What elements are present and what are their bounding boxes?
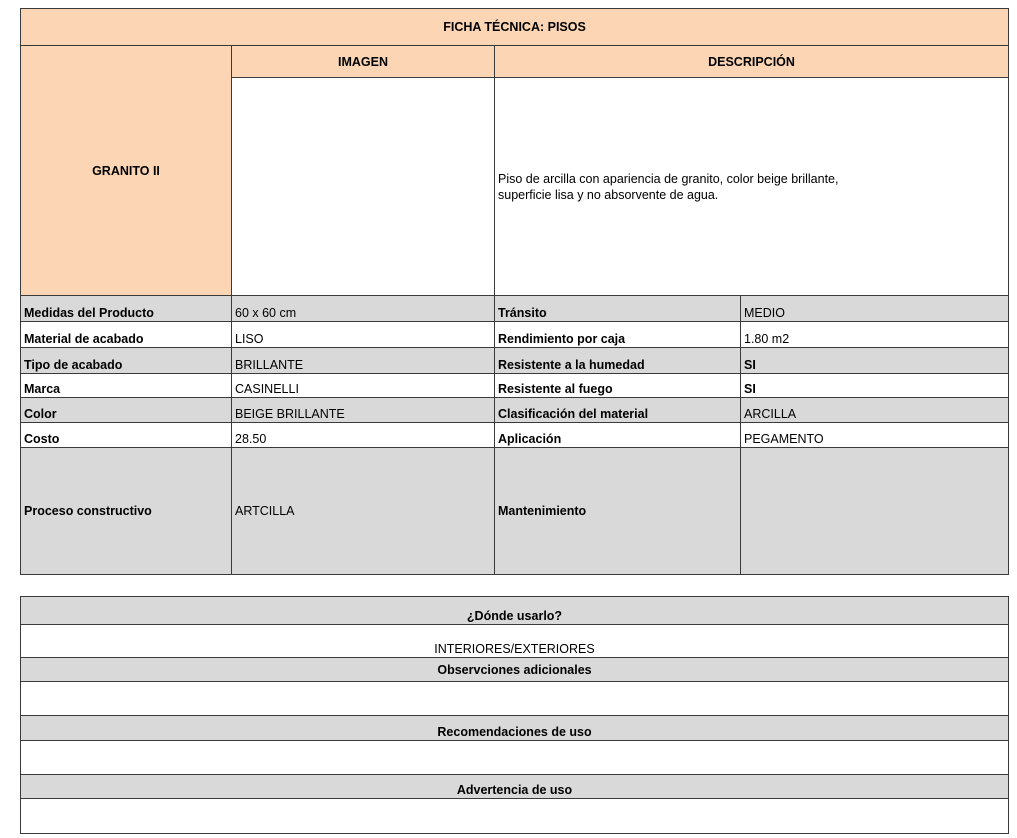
spec-label: Marca [21, 374, 232, 398]
spec-value: SI [741, 348, 1009, 374]
observations-title: Observciones adicionales [21, 658, 1009, 682]
spec-label: Clasificación del material [495, 398, 741, 423]
spec-label: Rendimiento por caja [495, 322, 741, 348]
spec-label: Tránsito [495, 296, 741, 322]
spec-value: 1.80 m2 [741, 322, 1009, 348]
product-description: Piso de arcilla con apariencia de granito, color beige brillante, superficie lisa y no absorvente de agua. [495, 78, 1009, 296]
spec-value: SI [741, 374, 1009, 398]
spec-label: Aplicación [495, 423, 741, 448]
observations-value [21, 682, 1009, 716]
spec-label: Color [21, 398, 232, 423]
spec-label: Resistente al fuego [495, 374, 741, 398]
usage-table [20, 596, 1009, 834]
spec-label: Costo [21, 423, 232, 448]
spec-row [21, 348, 1009, 374]
description-column-header: DESCRIPCIÓN [495, 46, 1009, 78]
warning-title: Advertencia de uso [21, 775, 1009, 799]
spec-row [21, 296, 1009, 322]
spec-value: BRILLANTE [232, 348, 495, 374]
spec-value: 28.50 [232, 423, 495, 448]
maintenance-label: Mantenimiento [495, 448, 741, 575]
image-column-header: IMAGEN [232, 46, 495, 78]
sheet-title: FICHA TÉCNICA: PISOS [21, 9, 1009, 46]
spec-row [21, 322, 1009, 348]
spec-sheet-table [20, 8, 1009, 575]
where-to-use-value: INTERIORES/EXTERIORES [21, 625, 1009, 658]
spec-label: Material de acabado [21, 322, 232, 348]
spec-value: PEGAMENTO [741, 423, 1009, 448]
spec-value: MEDIO [741, 296, 1009, 322]
spec-label: Resistente a la humedad [495, 348, 741, 374]
warning-value [21, 799, 1009, 834]
spec-value: LISO [232, 322, 495, 348]
spec-value: ARCILLA [741, 398, 1009, 423]
spec-value: BEIGE BRILLANTE [232, 398, 495, 423]
spec-row [21, 398, 1009, 423]
product-image-area [232, 78, 495, 296]
product-name: GRANITO II [21, 46, 232, 296]
process-value: ARTCILLA [232, 448, 495, 575]
maintenance-value [741, 448, 1009, 575]
recommendations-title: Recomendaciones de uso [21, 716, 1009, 741]
spec-row [21, 423, 1009, 448]
spec-value: CASINELLI [232, 374, 495, 398]
where-to-use-title: ¿Dónde usarlo? [21, 597, 1009, 625]
process-row [21, 448, 1009, 575]
spec-label: Medidas del Producto [21, 296, 232, 322]
spec-row [21, 374, 1009, 398]
recommendations-value [21, 741, 1009, 775]
spec-label: Tipo de acabado [21, 348, 232, 374]
spec-value: 60 x 60 cm [232, 296, 495, 322]
process-label: Proceso constructivo [21, 448, 232, 575]
